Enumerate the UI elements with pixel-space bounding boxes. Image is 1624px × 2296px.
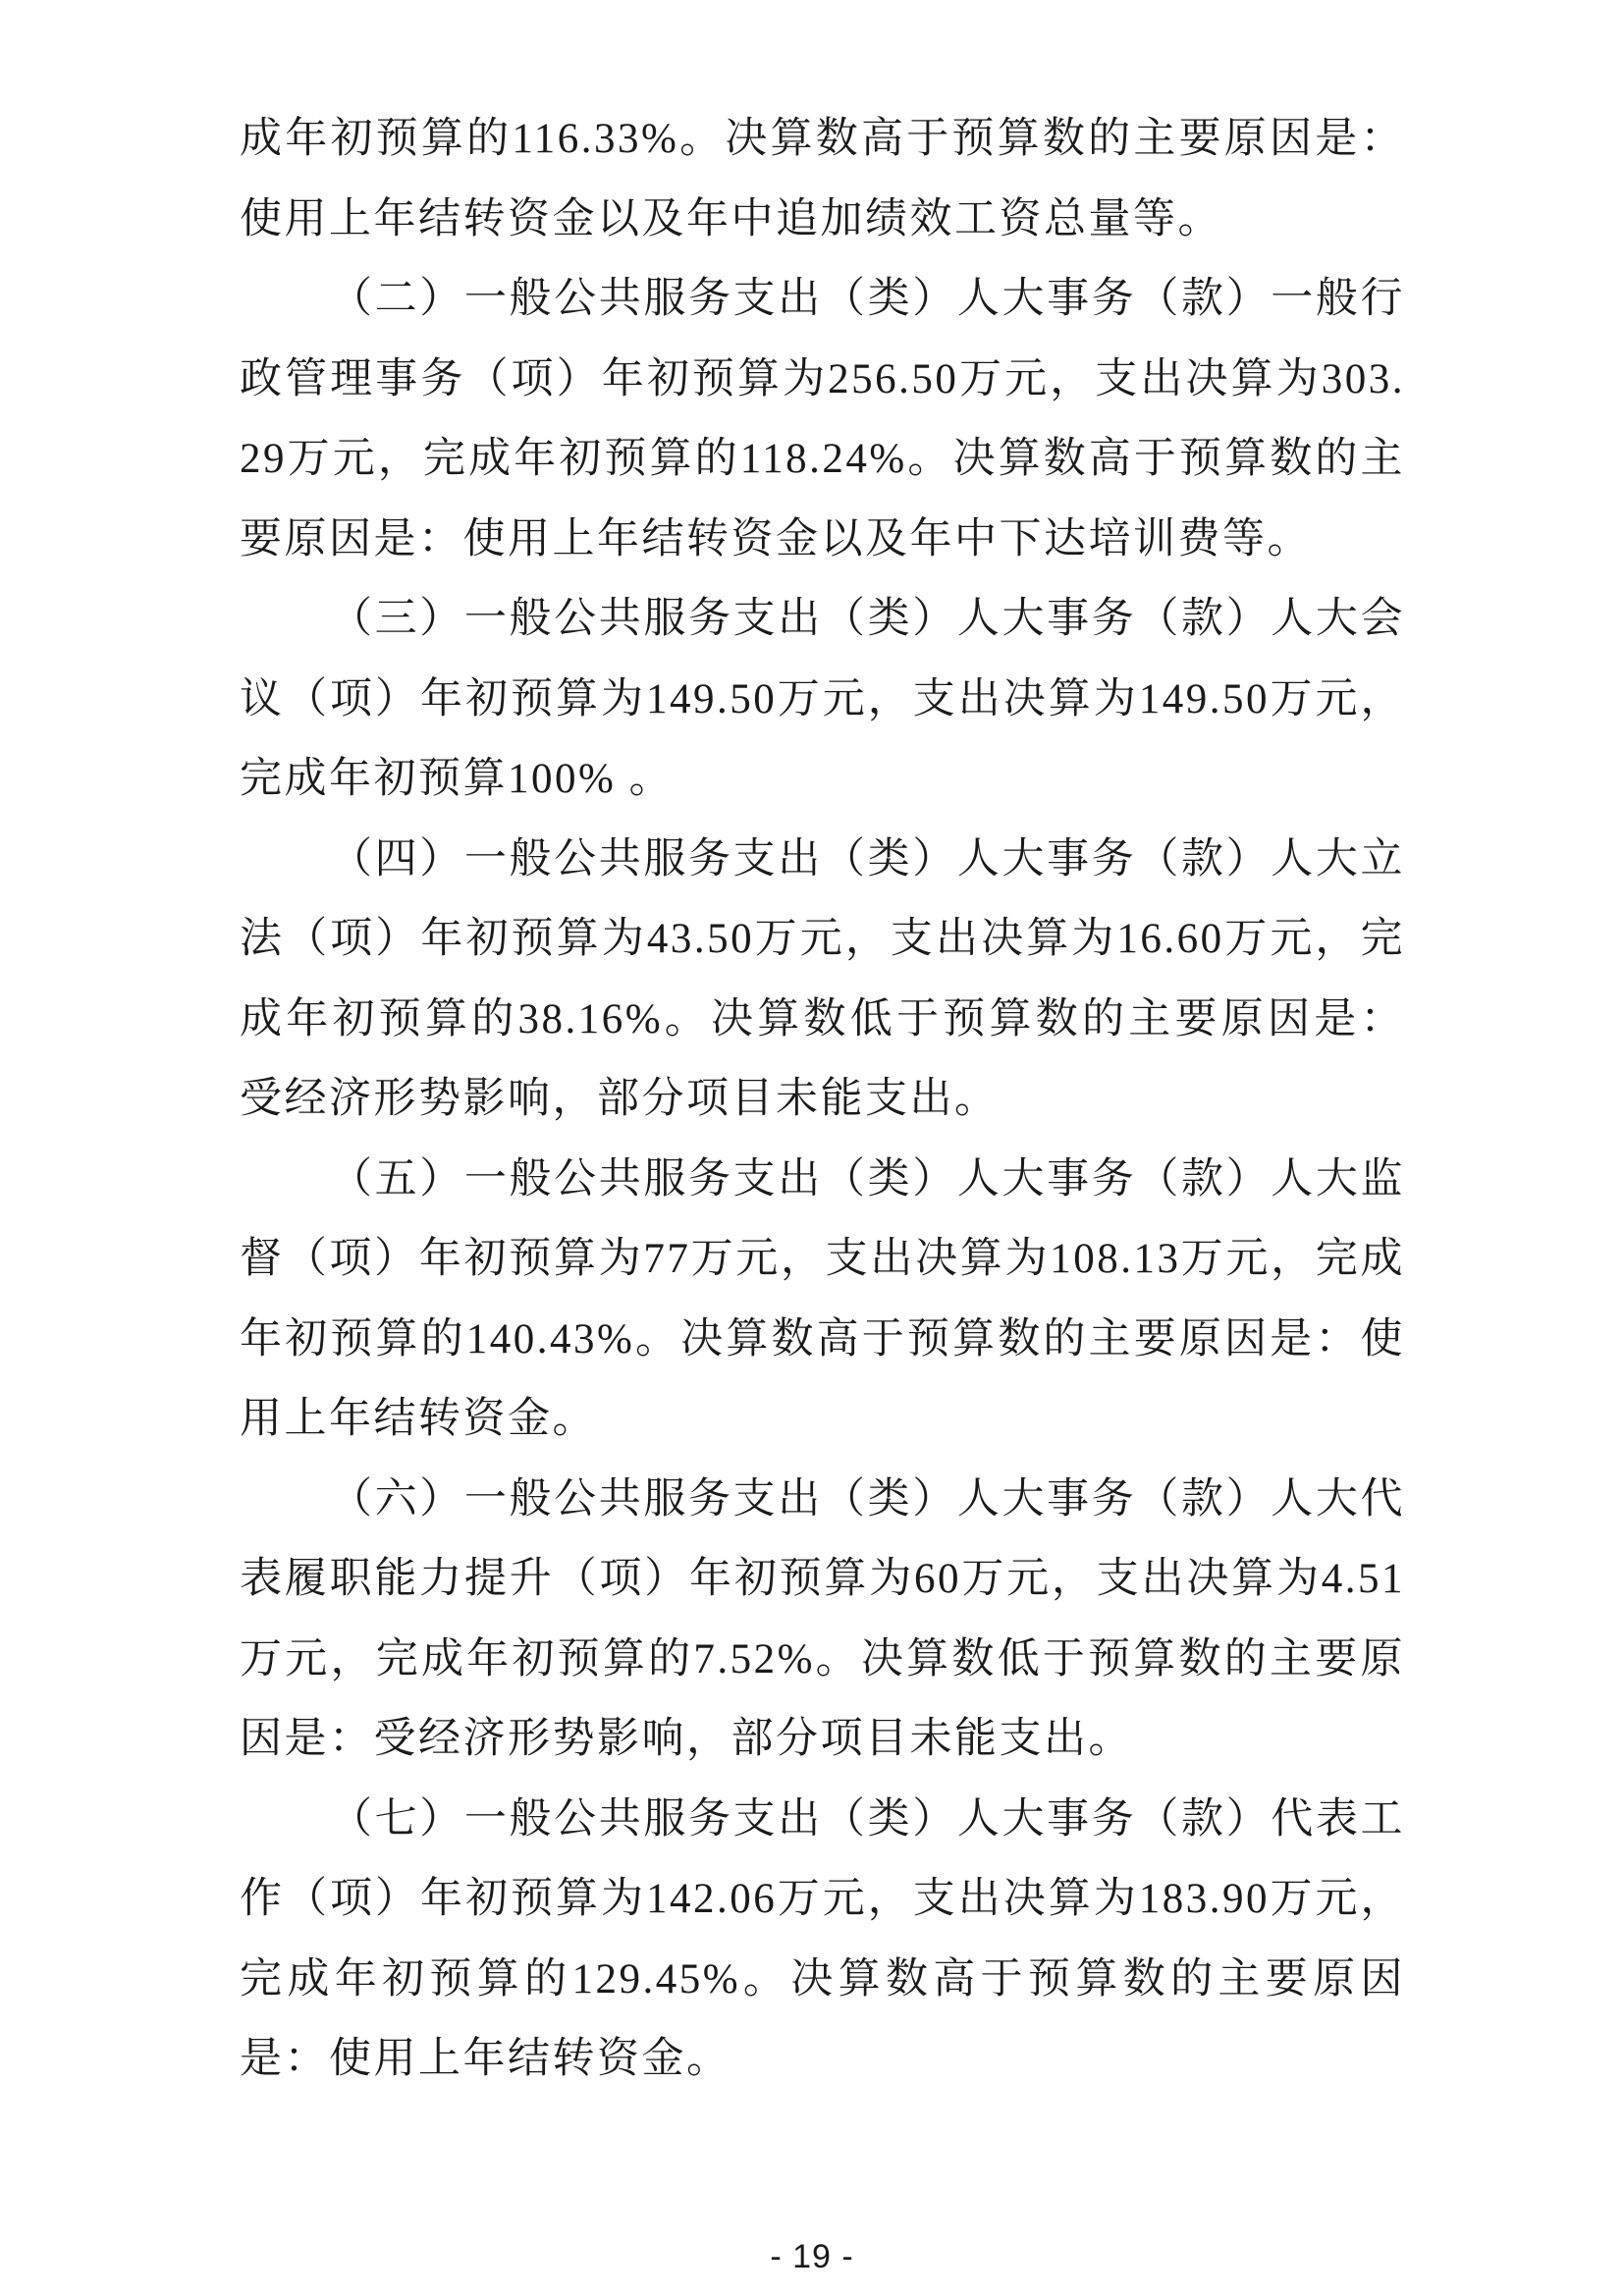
paragraph-item-5: （五）一般公共服务支出（类）人大事务（款）人大监督（项）年初预算为77万元，支出决算为108.13万元，完成年初预算的140.43%。决算数高于预算数的主要原因是：使用上年结转资金。 bbox=[240, 1155, 1405, 1442]
paragraph-intro-continuation: 成年初预算的116.33%。决算数高于预算数的主要原因是：使用上年结转资金以及年中追加绩效工资总量等。 bbox=[240, 116, 1405, 242]
paragraph-item-4: （四）一般公共服务支出（类）人大事务（款）人大立法（项）年初预算为43.50万元，支出决算为16.60万元，完成年初预算的38.16%。决算数低于预算数的主要原因是：受经济形势影响，部分项目未能支出。 bbox=[240, 835, 1405, 1122]
paragraph-item-6: （六）一般公共服务支出（类）人大事务（款）人大代表履职能力提升（项）年初预算为60万元，支出决算为4.51万元，完成年初预算的7.52%。决算数低于预算数的主要原因是：受经济形势影响，部分项目未能支出。 bbox=[240, 1475, 1405, 1762]
paragraph-item-3: （三）一般公共服务支出（类）人大事务（款）人大会议（项）年初预算为149.50万元，支出决算为149.50万元，完成年初预算100% 。 bbox=[240, 596, 1405, 802]
document-body bbox=[240, 99, 1405, 2100]
paragraph-item-7: （七）一般公共服务支出（类）人大事务（款）代表工作（项）年初预算为142.06万元，支出决算为183.90万元，完成年初预算的129.45%。决算数高于预算数的主要原因是：使用上年结转资金。 bbox=[240, 1795, 1405, 2082]
page-number: - 19 - bbox=[770, 2238, 854, 2275]
paragraph-item-2: （二）一般公共服务支出（类）人大事务（款）一般行政管理事务（项）年初预算为256.50万元，支出决算为303.29万元，完成年初预算的118.24%。决算数高于预算数的主要原因是：使用上年结转资金以及年中下达培训费等。 bbox=[240, 276, 1405, 562]
